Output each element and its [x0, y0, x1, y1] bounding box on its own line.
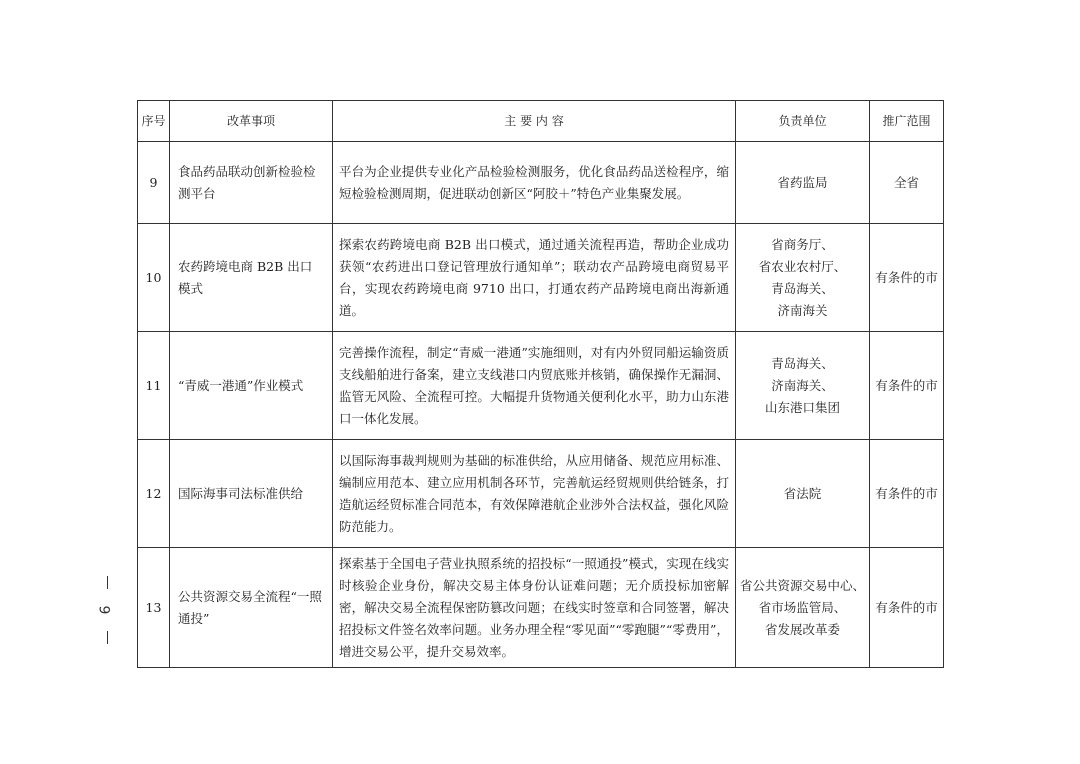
- header-scope: 推广范围: [870, 101, 944, 142]
- reform-item: 食品药品联动创新检验检测平台: [170, 142, 333, 224]
- unit-line: 青岛海关、: [771, 355, 834, 371]
- reform-table: [137, 100, 944, 668]
- responsible-units: [736, 224, 870, 332]
- page-dash-bottom: [107, 631, 108, 644]
- unit-line: 省公共资源交易中心、: [739, 577, 865, 593]
- reform-item: 公共资源交易全流程“一照通投”: [170, 548, 333, 668]
- unit-line: 省发展改革委: [764, 621, 840, 637]
- main-content: 探索基于全国电子营业执照系统的招投标“一照通投”模式，实现在线实时核验企业身份，解决交易主体身份认证难问题；无介质投标加密解密，解决交易全流程保密防篡改问题；在线实时签章和合同签署，解决招投标文件签名效率问题。业务办理全程“零见面”“零跑腿”“零费用”，增进交易公平，提升交易效率。: [333, 548, 736, 668]
- reform-item: 农药跨境电商 B2B 出口模式: [170, 224, 333, 332]
- unit-line: 省商务厅、: [771, 236, 834, 252]
- row-number: 9: [138, 142, 170, 224]
- page-number: [96, 576, 120, 646]
- header-item: 改革事项: [170, 101, 333, 142]
- row-number: 10: [138, 224, 170, 332]
- header-unit: 负责单位: [736, 101, 870, 142]
- row-number: 11: [138, 332, 170, 440]
- row-number: 12: [138, 440, 170, 548]
- header-no: 序号: [138, 101, 170, 142]
- main-content: 完善操作流程，制定“青威一港通”实施细则，对有内外贸同船运输资质支线船舶进行备案，建立支线港口内贸底账并核销，确保操作无漏洞、监管无风险、全流程可控。大幅提升货物通关便利化水平，助力山东港口一体化发展。: [333, 332, 736, 440]
- page-dash-top: [107, 576, 108, 589]
- responsible-units: [736, 440, 870, 548]
- unit-line: 山东港口集团: [764, 399, 840, 415]
- table-row: [138, 440, 944, 548]
- main-content: 以国际海事裁判规则为基础的标准供给，从应用储备、规范应用标准、编制应用范本、建立应用机制各环节，完善航运经贸规则供给链条，打造航运经贸标准合同范本，有效保障港航企业涉外合法权益，强化风险防范能力。: [333, 440, 736, 548]
- row-number: 13: [138, 548, 170, 668]
- unit-line: 省市场监管局、: [758, 599, 847, 615]
- reform-item: 国际海事司法标准供给: [170, 440, 333, 548]
- responsible-units: [736, 332, 870, 440]
- table-header-row: [138, 101, 944, 142]
- unit-line: 省药监局: [777, 174, 828, 190]
- unit-line: 济南海关: [777, 302, 828, 318]
- table-row: [138, 548, 944, 668]
- header-content: 主 要 内 容: [333, 101, 736, 142]
- promotion-scope: 有条件的市: [870, 548, 944, 668]
- unit-line: 省法院: [783, 485, 822, 501]
- unit-line: 济南海关、: [771, 377, 834, 393]
- responsible-units: [736, 142, 870, 224]
- table-row: [138, 224, 944, 332]
- promotion-scope: 有条件的市: [870, 224, 944, 332]
- promotion-scope: 全省: [870, 142, 944, 224]
- promotion-scope: 有条件的市: [870, 440, 944, 548]
- unit-line: 青岛海关、: [771, 280, 834, 296]
- table-row: [138, 142, 944, 224]
- reform-item: “青威一港通”作业模式: [170, 332, 333, 440]
- page-number-text: 9: [95, 605, 112, 615]
- table-row: [138, 332, 944, 440]
- unit-line: 省农业农村厅、: [758, 258, 847, 274]
- promotion-scope: 有条件的市: [870, 332, 944, 440]
- main-content: 平台为企业提供专业化产品检验检测服务，优化食品药品送检程序，缩短检验检测周期，促进联动创新区“阿胶＋”特色产业集聚发展。: [333, 142, 736, 224]
- responsible-units: [736, 548, 870, 668]
- main-content: 探索农药跨境电商 B2B 出口模式，通过通关流程再造，帮助企业成功获领“农药进出口登记管理放行通知单”；联动农产品跨境电商贸易平台，实现农药跨境电商 9710 出口，打通农药产品跨境电商出海新通道。: [333, 224, 736, 332]
